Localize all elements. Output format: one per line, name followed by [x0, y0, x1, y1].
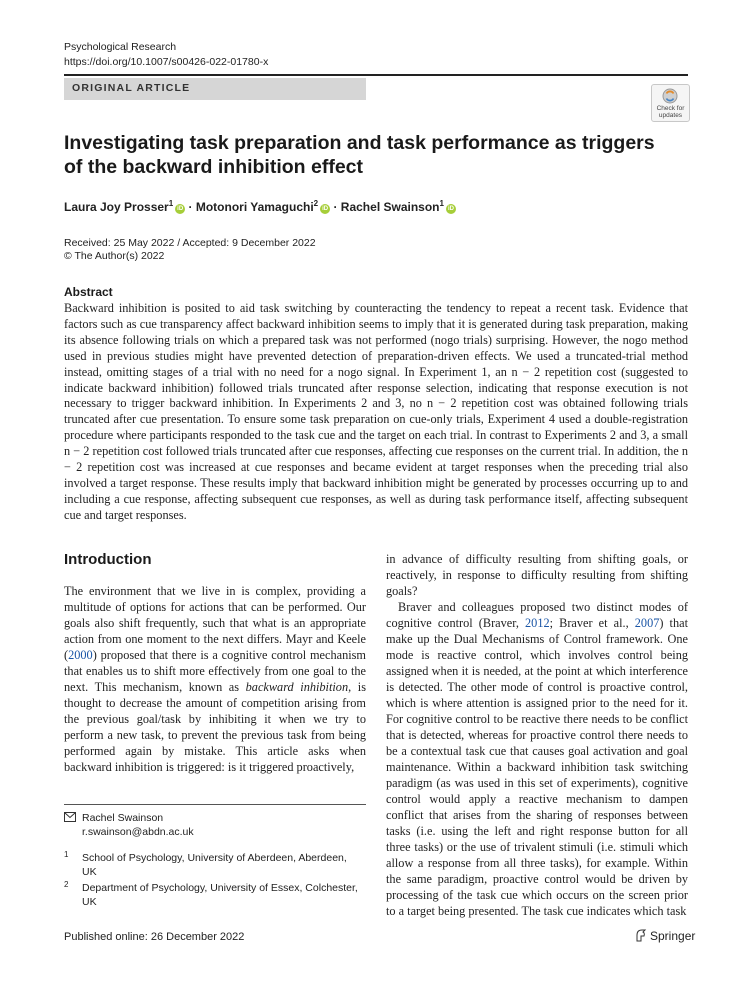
published-online: Published online: 26 December 2022: [64, 931, 245, 943]
affiliation-number: 1: [64, 850, 69, 859]
intro-left-column: [64, 583, 366, 775]
affiliation-number: 2: [64, 880, 69, 889]
springer-logo[interactable]: [635, 929, 695, 943]
abstract-body: Backward inhibition is posited to aid task switching by counteracting the tendency to repeat a recent task. Evidence that factors such as cue transparency affect backward inhibition seems to imply that it is generated during task preparation, making its absence following trials on which a prepared task was not performed (nogo trials) surprising. However, the nogo method used in previous studies might have prevented detection of preparation-driven effects. We used a truncated-trial method instead, omitting stages of a trial with no need for a nogo signal. In Experiment 1, an n − 2 repetition cost (suggested to indicate backward inhibition) followed trials truncated after response selection, indicating that response execution is not necessary to trigger backward inhibition. In Experiments 2 and 3, no n − 2 repetition cost was obtained following trials truncated after cue presentation. To ensure some task preparation on cue-only trials, Experiment 4 used a double-registration procedure where participants responded to the task cue and the target on each trial. In contrast to Experiments 2 and 3, a small n − 2 repetition cost followed trials truncated after cue responses, affecting cue responses on the current trial. In addition, the n − 2 repetition cost was increased at cue responses and became evident at target responses when the preceding trial also involved a target response. These results imply that backward inhibition might be generated by processes occurring up to and including a cue response, affecting subsequent cue responses, as well as during task performance itself, affecting subsequent cue and target responses.: [64, 301, 688, 522]
intro-right-column: [386, 551, 688, 919]
text-run: Braver and colleagues proposed two distinct modes of cognitive control (Braver,: [386, 600, 688, 630]
article-type: ORIGINAL ARTICLE: [72, 82, 191, 94]
intro-paragraph: in advance of difficulty resulting from shifting goals, or reactively, in response to difficulty resulting from shifting goals?: [386, 552, 688, 598]
doi-link[interactable]: https://doi.org/10.1007/s00426-022-01780-x: [64, 56, 269, 68]
affiliation: Department of Psychology, University of Essex, Colchester, UK: [82, 882, 358, 908]
springer-horse-icon: [635, 929, 647, 942]
author-name[interactable]: Motonori Yamaguchi: [195, 200, 314, 214]
introduction-heading: Introduction: [64, 551, 152, 568]
emphasis-term: backward inhibition: [245, 680, 349, 694]
envelope-icon: [64, 812, 76, 825]
header-rule: [64, 74, 688, 76]
correspondence-name: Rachel Swainson: [82, 812, 164, 824]
check-for-updates-badge[interactable]: [651, 84, 690, 122]
citation-link[interactable]: 2007: [634, 616, 660, 630]
orcid-icon[interactable]: iD: [177, 206, 184, 212]
text-run: ; Braver et al.,: [549, 616, 635, 630]
author-affiliation: 2: [313, 199, 319, 208]
author-separator: ·: [188, 200, 193, 214]
author-name[interactable]: Rachel Swainson: [340, 200, 440, 214]
footnote-rule: [64, 804, 366, 805]
affiliation: School of Psychology, University of Aberdeen, Aberdeen, UK: [82, 852, 347, 878]
orcid-icon[interactable]: iD: [322, 206, 329, 212]
author-affiliation: 1: [168, 199, 174, 208]
citation-link[interactable]: 2000: [68, 648, 93, 662]
journal-name: Psychological Research: [64, 41, 177, 53]
check-for-updates-icon: [662, 88, 678, 104]
correspondence-email[interactable]: r.swainson@abdn.ac.uk: [82, 826, 194, 838]
text-run: The environment that we live in is complex, providing a multitude of options for actions that can be performed. Our goals also shift frequently, such that what is an appropriate action from one moment to the next differs. Mayr and Keele (: [64, 584, 366, 662]
orcid-icon[interactable]: iD: [447, 206, 454, 212]
article-dates: [64, 237, 316, 263]
journal-header: [64, 40, 268, 70]
intro-paragraph: [386, 599, 688, 919]
intro-paragraph: [64, 583, 366, 775]
text-run: , is thought to decrease the amount of competition arising from the previous goal/task by inhibiting it when we try to perform a new task, to prevent the previous task from being performed again by mistake. This article asks when backward inhibition is triggered: is it triggered proactively,: [64, 680, 366, 774]
received-accepted: Received: 25 May 2022 / Accepted: 9 December 2022: [64, 237, 316, 249]
citation-link[interactable]: 2012: [525, 616, 550, 630]
copyright: © The Author(s) 2022: [64, 250, 165, 262]
abstract-heading: Abstract: [64, 285, 113, 299]
author-affiliation: 1: [439, 199, 444, 208]
text-run: ) that make up the Dual Mechanisms of Control framework. One mode is reactive control, which involves control being assigned when it is needed, at the point at which interference is detected. The other mode of control is proactive control, which is where attention is assigned prior to the need for it. For cognitive control to be reactive there needs to be conflict that is detected, whereas for proactive control there needs to be a contextual task cue that causes goal activation and goal maintenance. Within a backward inhibition task switching paradigm (as was used in this set of experiments), cognitive control would apply a reactive mechanism to dampen conflict that arises from the sharing of responses between tasks (i.e. using the left and right response button for all three tasks) or the use of trivalent stimuli (i.e. stimuli which allow a response from all three tasks), for example. Within the same paradigm, proactive control would be driven by processing of the task cue which occurs on the screen prior to a target being presented. The task cue indicates which task: [386, 616, 688, 918]
author-list: [64, 199, 456, 214]
article-title: Investigating task preparation and task performance as triggers of the backward inhibition effect: [64, 132, 655, 178]
publisher-name: Springer: [650, 929, 696, 943]
check-for-updates-label: Check for updates: [656, 105, 685, 119]
text-run: ) proposed that there is a cognitive control mechanism that enables us to shift more effectively from one goal to the next. This mechanism, known as: [64, 648, 366, 694]
author-separator: ·: [333, 200, 338, 214]
author-name[interactable]: Laura Joy Prosser: [64, 200, 169, 214]
correspondence: [82, 811, 194, 839]
